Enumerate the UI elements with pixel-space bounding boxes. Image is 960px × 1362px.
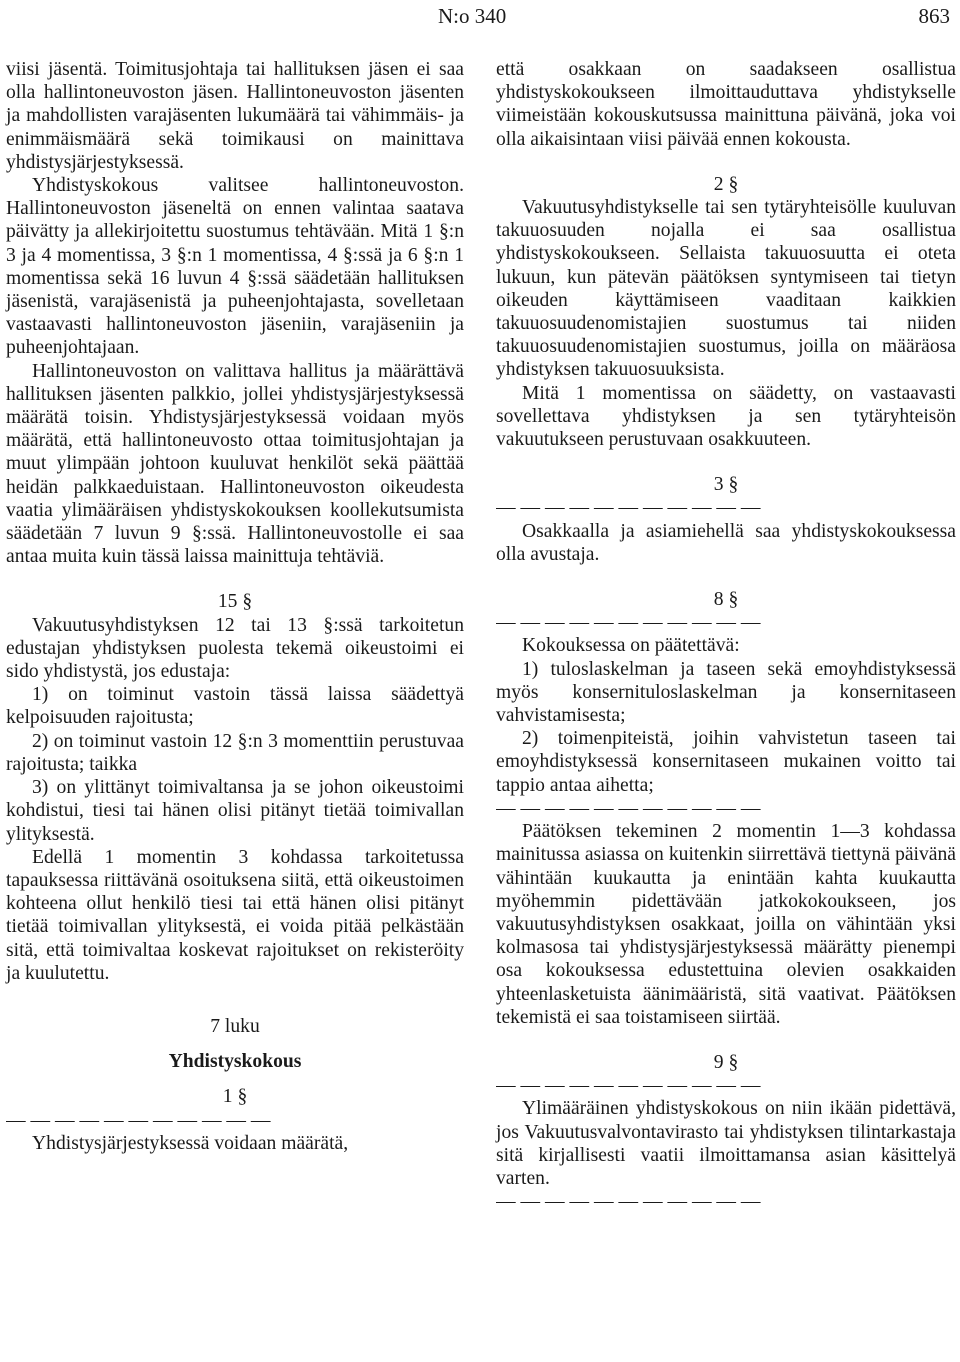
paragraph: Yhdistyskokous valitsee hallintoneuvoston. Hallintoneuvoston jäseneltä on ennen valintaa saatava päivätty ja allekirjoitettu suostumus tehtävään. Mitä 1 §:n 3 ja 4 momentissa, 3 §:n 1 momentissa, 4 §:ssä ja 6 §:n 1 momentissa sekä 16 luvun 4 §:ssä säädetään hallituksen jäsenistä, varajäsenistä ja puheenjohtajasta, sovelletaan vastaavasti hallintoneuvoston jäseniin, varajäseniin ja puheenjohtajaan. xyxy=(6,175,464,359)
paragraph: Päätöksen tekeminen 2 momentin 1—3 kohdassa mainitussa asiassa on kuitenkin siirrettävä tiettynä päivänä vähintään kuukautta ja enintään kahta kuukautta myöhemmin pidettävään jatkokokoukseen, jos vakuutusyhdistyksen osakkaat, joilla on vähintään yksi kolmasosa tai yhdistysjärjestyksessä määrätty pienempi osa kokouksessa edustettuina olevien osakkaiden yhteenlasketuista äänimääristä, sitä vaativat. Päätöksen tekemistä ei saa toistamiseen siirtää. xyxy=(496,821,956,1028)
right-column xyxy=(496,58,956,1213)
list-item: 1) on toiminut vastoin tässä laissa säädettyä kelpoisuuden rajoitusta; xyxy=(6,684,464,729)
paragraph: Mitä 1 momentissa on säädetty, on vastaavasti sovellettava yhdistyksen ja sen tytäryhteisön vakuutukseen perustuvaan osakkuuteen. xyxy=(496,382,956,451)
list-item: 2) on toiminut vastoin 12 §:n 3 momenttiin perustuvaa rajoitusta; taikka xyxy=(6,730,464,775)
section-heading: 15 § xyxy=(217,591,253,613)
omission-line: — — — — — — — — — — — xyxy=(496,497,761,519)
section-heading: 2 § xyxy=(713,173,739,195)
omission-line: — — — — — — — — — — — xyxy=(496,1191,761,1213)
section-heading: 9 § xyxy=(713,1051,739,1073)
omission-line: — — — — — — — — — — — xyxy=(6,1109,271,1131)
issue-number: N:o 340 xyxy=(438,4,507,28)
list-item: 1) tuloslaskelman ja taseen sekä emoyhdistyksessä myös konsernituloslaskelman ja konsernitaseen vahvistamisesta; xyxy=(496,658,956,727)
paragraph: että osakkaan on saadakseen osallistua yhdistyskokoukseen ilmoittauduttava yhdistykselle viimeistään kokouskutsussa mainittuna päivänä, joka voi olla aikaisintaan viisi päivää ennen kokousta. xyxy=(496,59,956,150)
section-heading: 8 § xyxy=(713,589,739,611)
omission-line: — — — — — — — — — — — xyxy=(496,612,761,634)
paragraph: Vakuutusyhdistyksen 12 tai 13 §:ssä tarkoitetun edustajan yhdistyksen puolesta tekemä oikeustoimi ei sido yhdistystä, jos edustaja: xyxy=(6,614,464,683)
paragraph: Osakkaalla ja asiamiehellä saa yhdistyskokouksessa olla avustaja. xyxy=(496,520,956,565)
section-heading: 1 § xyxy=(222,1086,248,1108)
paragraph: Vakuutusyhdistykselle tai sen tytäryhteisölle kuuluvan takuuosuuden nojalla ei saa osallistua yhdistyskokoukseen. Sellaista takuuosuutta ei oteta lukuun, kun pätevän päätöksen syntymiseen tai tietyn oikeuden käyttämiseen vaaditaan kaikkien takuuosuudenomistajien suostumus tai niiden takuuosuudenomistajien suostumus, joilla on määräosa yhdistyksen takuuosuuksista. xyxy=(496,197,956,381)
section-heading: 3 § xyxy=(713,474,739,496)
list-item: 2) toimenpiteistä, joihin vahvistetun taseen tai emoyhdistyksessä konsernitaseen mukainen voitto tai tappio antaa aihetta; xyxy=(496,728,956,796)
omission-line: — — — — — — — — — — — xyxy=(496,1075,761,1097)
omission-line: — — — — — — — — — — — xyxy=(496,797,761,819)
paragraph: viisi jäsentä. Toimitusjohtaja tai hallituksen jäsen ei saa olla hallintoneuvoston jäsen. Hallintoneuvoston jäsenten ja mahdollisten varajäsenten lukumäärä tai vähimmäis- ja enimmäismäärä sekä toimikausi on mainittava yhdistysjärjestyksessä. xyxy=(6,59,464,173)
paragraph: Edellä 1 momentin 3 kohdassa tarkoitetussa tapauksessa riittävänä osoituksena siitä, että oikeustoimen kohteena ollut henkilö tiesi tai että hänen olisi pitänyt tietää toimivallan ylityksestä, ei voida pitää pelkästään sitä, että toimivaltaa koskevat rajoitukset on rekisteröity ja kuulutettu. xyxy=(6,846,464,984)
page-header xyxy=(0,0,960,34)
paragraph: Yhdistysjärjestyksessä voidaan määrätä, xyxy=(32,1132,349,1154)
left-column xyxy=(6,58,464,1155)
list-item: 3) on ylittänyt toimivaltansa ja se johon oikeustoimi kohdistui, tiesi tai hänen olisi pitänyt tietää toimivallan ylityksestä. xyxy=(6,777,464,845)
chapter-number: 7 luku xyxy=(210,1015,260,1037)
paragraph: Hallintoneuvoston on valittava hallitus ja määrättävä hallituksen jäsenten palkkio, jollei yhdistysjärjestyksessä määrätä toisin. Yhdistysjärjestyksessä voidaan myös määrätä, että hallintoneuvosto ottaa toimitusjohtajan ja muut ylimpään johtoon kuuluvat henkilöt sekä päättää heidän palkkaeduistaan. Hallintoneuvoston oikeudesta vaatia ylimääräisen yhdistyskokouksen koollekutsumista säädetään 7 luvun 9 §:ssä. Hallintoneuvostolle ei saa antaa muita kuin tässä laissa mainittuja tehtäviä. xyxy=(6,360,464,568)
page-number: 863 xyxy=(918,4,950,28)
paragraph: Ylimääräinen yhdistyskokous on niin ikään pidettävä, jos Vakuutusvalvontavirasto tai yhdistyksen tilintarkastaja sitä kirjallisesti vaatii ilmoittamansa asian käsittelyä varten. xyxy=(496,1098,956,1189)
chapter-title: Yhdistyskokous xyxy=(168,1051,302,1073)
paragraph: Kokouksessa on päätettävä: xyxy=(522,635,740,657)
